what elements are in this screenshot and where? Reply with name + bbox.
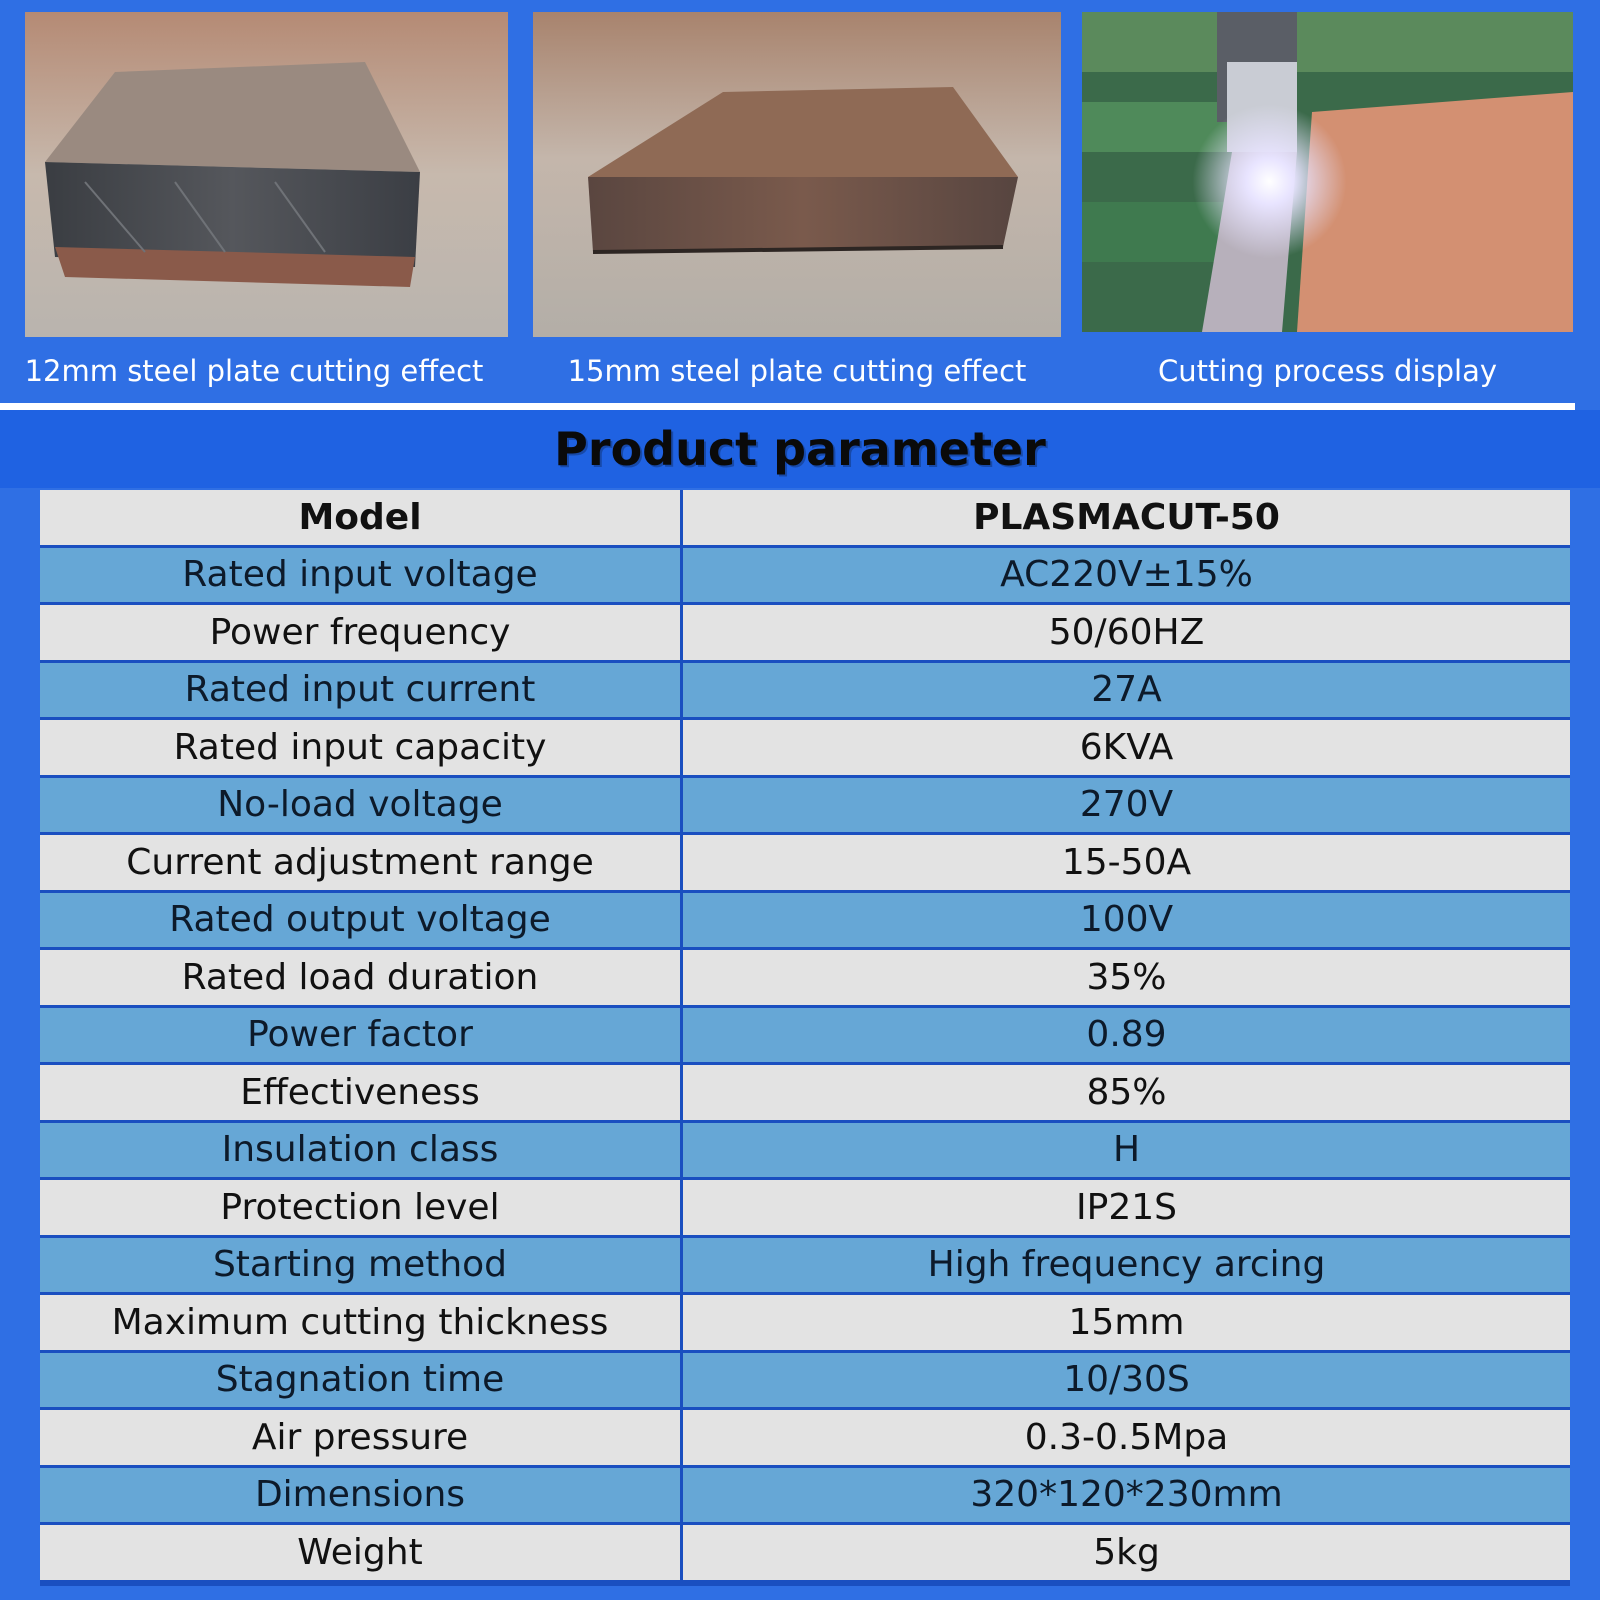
parameter-value: H (683, 1123, 1570, 1178)
page-title: Product parameter (554, 422, 1046, 476)
parameter-label: Starting method (40, 1238, 683, 1293)
parameter-value: IP21S (683, 1180, 1570, 1235)
table-row (40, 1525, 1570, 1580)
parameter-value: 270V (683, 778, 1570, 833)
parameter-label: Air pressure (40, 1410, 683, 1465)
table-header-label: Model (40, 490, 683, 545)
parameter-value: 10/30S (683, 1353, 1570, 1408)
photo-panel-12mm (0, 12, 508, 404)
parameter-label: Insulation class (40, 1123, 683, 1178)
parameter-label: Maximum cutting thickness (40, 1295, 683, 1350)
divider (0, 403, 1575, 410)
table-header-value: PLASMACUT-50 (683, 490, 1570, 545)
photo-caption-12mm: 12mm steel plate cutting effect (0, 338, 508, 404)
table-header-row (40, 490, 1570, 545)
parameter-label: Effectiveness (40, 1065, 683, 1120)
table-row (40, 548, 1570, 603)
parameter-label: Current adjustment range (40, 835, 683, 890)
parameter-label: No-load voltage (40, 778, 683, 833)
table-row (40, 835, 1570, 890)
table-row (40, 778, 1570, 833)
table-row (40, 1295, 1570, 1350)
parameter-value: 0.3-0.5Mpa (683, 1410, 1570, 1465)
table-row (40, 605, 1570, 660)
plasma-torch-photo-icon (1082, 12, 1573, 332)
parameter-label: Rated output voltage (40, 893, 683, 948)
parameter-label: Weight (40, 1525, 683, 1580)
parameter-table (40, 490, 1570, 1586)
table-row (40, 893, 1570, 948)
parameter-value: 6KVA (683, 720, 1570, 775)
parameter-value: 27A (683, 663, 1570, 718)
table-row (40, 1353, 1570, 1408)
table-row (40, 950, 1570, 1005)
parameter-label: Power frequency (40, 605, 683, 660)
photo-caption-15mm: 15mm steel plate cutting effect (533, 338, 1061, 404)
photo-panel-15mm (533, 12, 1061, 404)
parameter-value: 320*120*230mm (683, 1468, 1570, 1523)
steel-plate-photo-icon (533, 12, 1061, 337)
table-row (40, 1410, 1570, 1465)
parameter-value: 15-50A (683, 835, 1570, 890)
table-row (40, 1468, 1570, 1523)
parameter-label: Rated input current (40, 663, 683, 718)
steel-plate-photo-icon (25, 12, 508, 337)
parameter-value: 35% (683, 950, 1570, 1005)
section-header (0, 410, 1600, 488)
photo-caption-process: Cutting process display (1082, 338, 1573, 404)
parameter-value: 5kg (683, 1525, 1570, 1580)
parameter-label: Rated input voltage (40, 548, 683, 603)
parameter-value: 100V (683, 893, 1570, 948)
parameter-label: Rated load duration (40, 950, 683, 1005)
table-row (40, 1238, 1570, 1293)
parameter-value: High frequency arcing (683, 1238, 1570, 1293)
table-row (40, 1008, 1570, 1063)
parameter-label: Power factor (40, 1008, 683, 1063)
table-row (40, 1180, 1570, 1235)
photo-strip (0, 0, 1600, 410)
parameter-value: 0.89 (683, 1008, 1570, 1063)
table-row (40, 663, 1570, 718)
parameter-value: AC220V±15% (683, 548, 1570, 603)
table-row (40, 1123, 1570, 1178)
parameter-label: Dimensions (40, 1468, 683, 1523)
table-row (40, 720, 1570, 775)
photo-panel-process (1082, 12, 1573, 404)
parameter-value: 85% (683, 1065, 1570, 1120)
parameter-value: 50/60HZ (683, 605, 1570, 660)
parameter-value: 15mm (683, 1295, 1570, 1350)
parameter-label: Rated input capacity (40, 720, 683, 775)
table-row (40, 1065, 1570, 1120)
parameter-label: Stagnation time (40, 1353, 683, 1408)
parameter-label: Protection level (40, 1180, 683, 1235)
